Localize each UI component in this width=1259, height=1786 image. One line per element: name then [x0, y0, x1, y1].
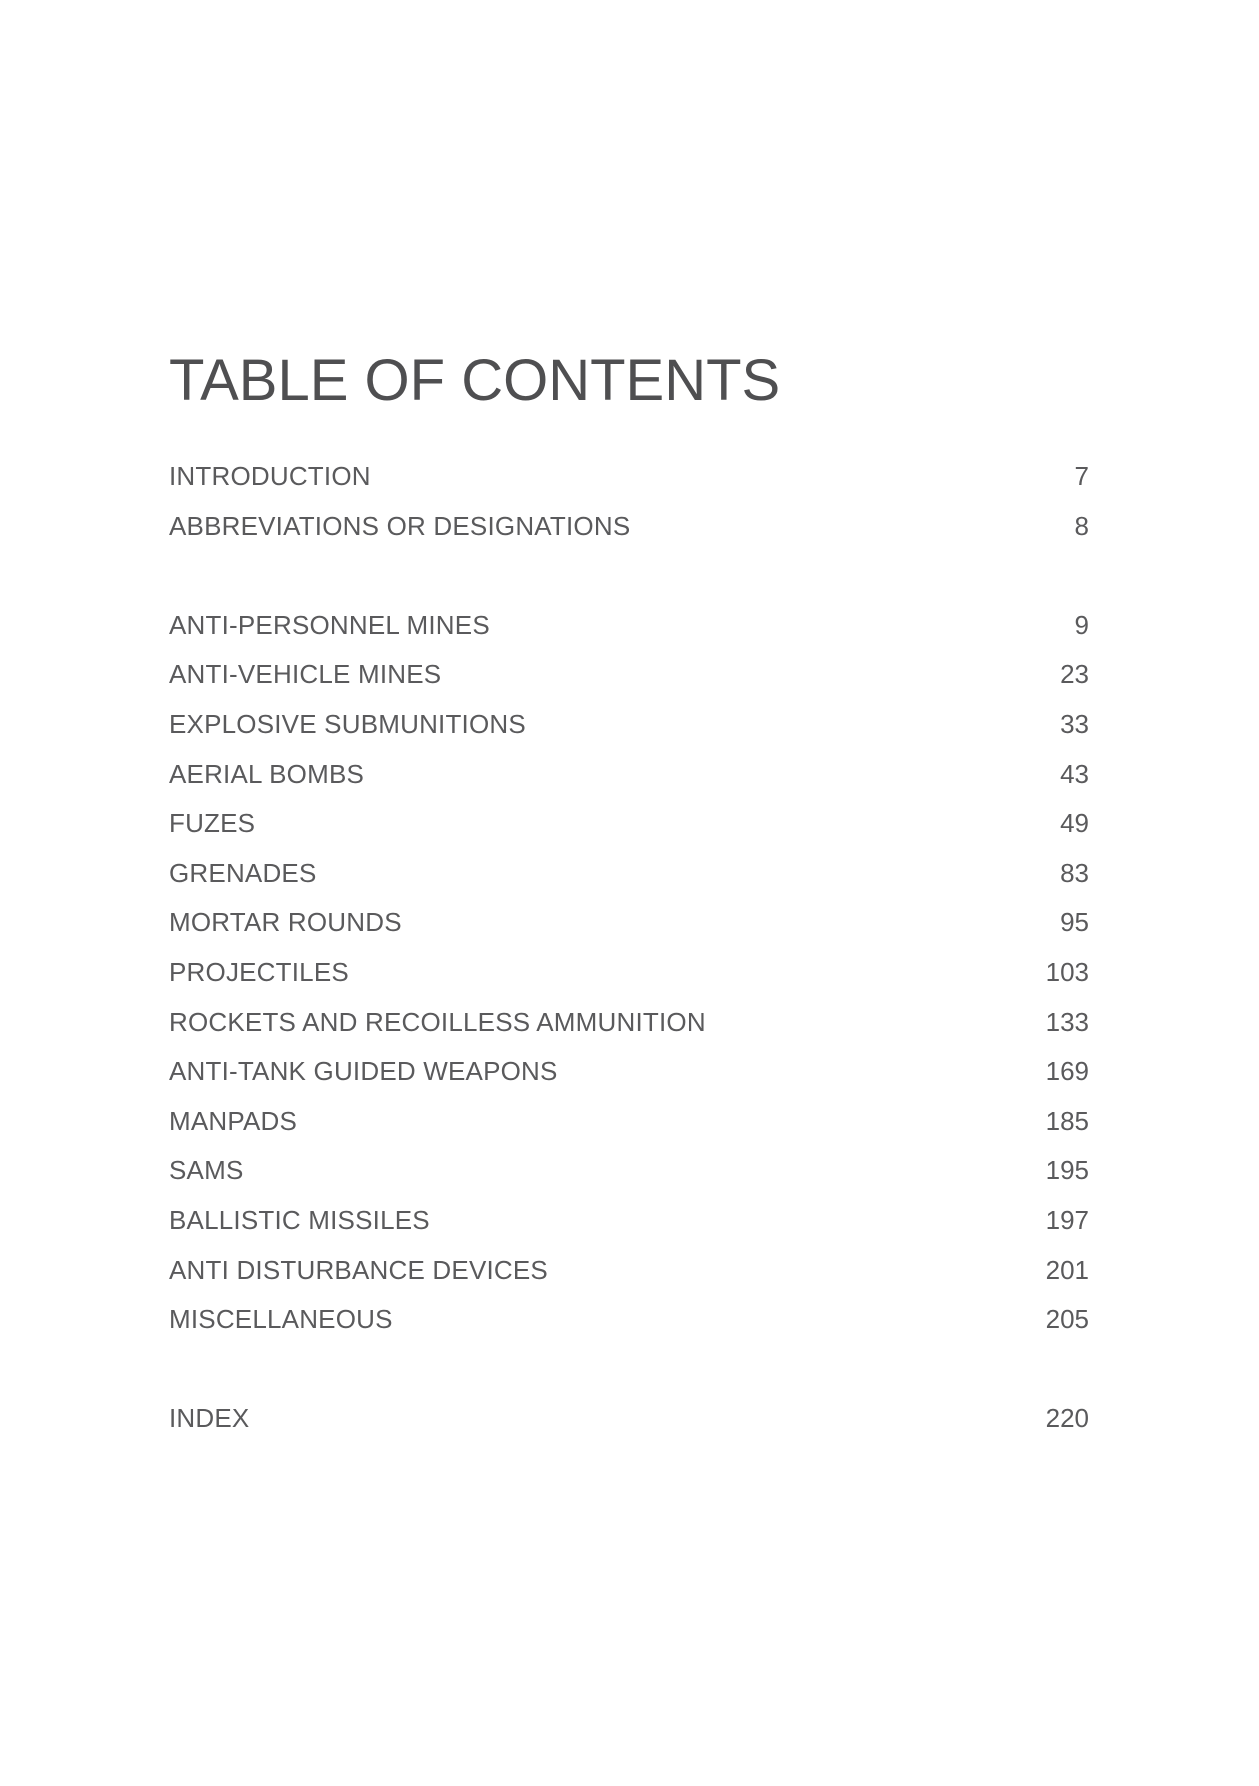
toc-entry-page: 197: [1045, 1204, 1089, 1235]
toc-entry-page: 195: [1045, 1155, 1089, 1186]
toc-entry-introduction[interactable]: [169, 452, 1089, 502]
toc-entry-rockets-recoilless[interactable]: [169, 998, 1089, 1048]
toc-entry-page: 83: [1060, 857, 1089, 888]
toc-entry-page: 103: [1045, 956, 1089, 987]
toc-entry-page: 8: [1074, 510, 1089, 541]
toc-entry-sams[interactable]: [169, 1146, 1089, 1196]
toc-entry-manpads[interactable]: [169, 1097, 1089, 1147]
toc-entry-page: 9: [1074, 609, 1089, 640]
group-spacer: [169, 551, 1089, 601]
toc-entry-abbreviations[interactable]: [169, 502, 1089, 552]
toc-entry-aerial-bombs[interactable]: [169, 750, 1089, 800]
toc-entry-label: SAMS: [169, 1155, 244, 1186]
toc-entry-label: EXPLOSIVE SUBMUNITIONS: [169, 708, 526, 739]
toc-entry-anti-vehicle-mines[interactable]: [169, 650, 1089, 700]
toc-entry-label: ABBREVIATIONS OR DESIGNATIONS: [169, 510, 631, 541]
toc-entry-page: 220: [1045, 1403, 1089, 1434]
toc-entry-page: 201: [1045, 1254, 1089, 1285]
toc-entry-label: GRENADES: [169, 857, 317, 888]
toc-entry-label: ANTI DISTURBANCE DEVICES: [169, 1254, 548, 1285]
toc-entry-page: 7: [1074, 461, 1089, 491]
toc-entry-projectiles[interactable]: [169, 948, 1089, 998]
toc-entry-label: MORTAR ROUNDS: [169, 907, 402, 938]
toc-entry-label: FUZES: [169, 808, 256, 839]
toc-list: [169, 452, 1089, 1444]
group-spacer: [169, 1345, 1089, 1395]
toc-entry-fuzes[interactable]: [169, 799, 1089, 849]
toc-entry-page: 169: [1045, 1056, 1089, 1087]
toc-entry-label: MISCELLANEOUS: [169, 1304, 393, 1335]
toc-entry-ballistic-missiles[interactable]: [169, 1196, 1089, 1246]
toc-entry-page: 33: [1060, 708, 1089, 739]
toc-entry-page: 205: [1045, 1304, 1089, 1335]
toc-entry-label: INDEX: [169, 1403, 250, 1434]
toc-entry-label: PROJECTILES: [169, 956, 349, 987]
toc-entry-anti-disturbance-devices[interactable]: [169, 1246, 1089, 1296]
toc-entry-page: 95: [1060, 907, 1089, 938]
toc-entry-page: 23: [1060, 659, 1089, 690]
toc-entry-page: 133: [1045, 1006, 1089, 1037]
toc-entry-label: INTRODUCTION: [169, 461, 371, 491]
toc-entry-label: AERIAL BOMBS: [169, 758, 365, 789]
toc-entry-label: MANPADS: [169, 1105, 298, 1136]
toc-entry-explosive-submunitions[interactable]: [169, 700, 1089, 750]
toc-entry-anti-personnel-mines[interactable]: [169, 601, 1089, 651]
toc-entry-index[interactable]: [169, 1394, 1089, 1444]
toc-entry-label: ANTI-PERSONNEL MINES: [169, 609, 490, 640]
toc-entry-page: 43: [1060, 758, 1089, 789]
toc-entry-anti-tank-guided-weapons[interactable]: [169, 1047, 1089, 1097]
toc-entry-page: 49: [1060, 808, 1089, 839]
toc-entry-label: BALLISTIC MISSILES: [169, 1204, 430, 1235]
page-title: TABLE OF CONTENTS: [169, 348, 781, 413]
toc-entry-grenades[interactable]: [169, 849, 1089, 899]
toc-entry-label: ROCKETS AND RECOILLESS AMMUNITION: [169, 1006, 706, 1037]
toc-entry-label: ANTI-TANK GUIDED WEAPONS: [169, 1056, 558, 1087]
toc-entry-miscellaneous[interactable]: [169, 1295, 1089, 1345]
toc-entry-label: ANTI-VEHICLE MINES: [169, 659, 442, 690]
toc-entry-page: 185: [1045, 1105, 1089, 1136]
toc-entry-mortar-rounds[interactable]: [169, 898, 1089, 948]
